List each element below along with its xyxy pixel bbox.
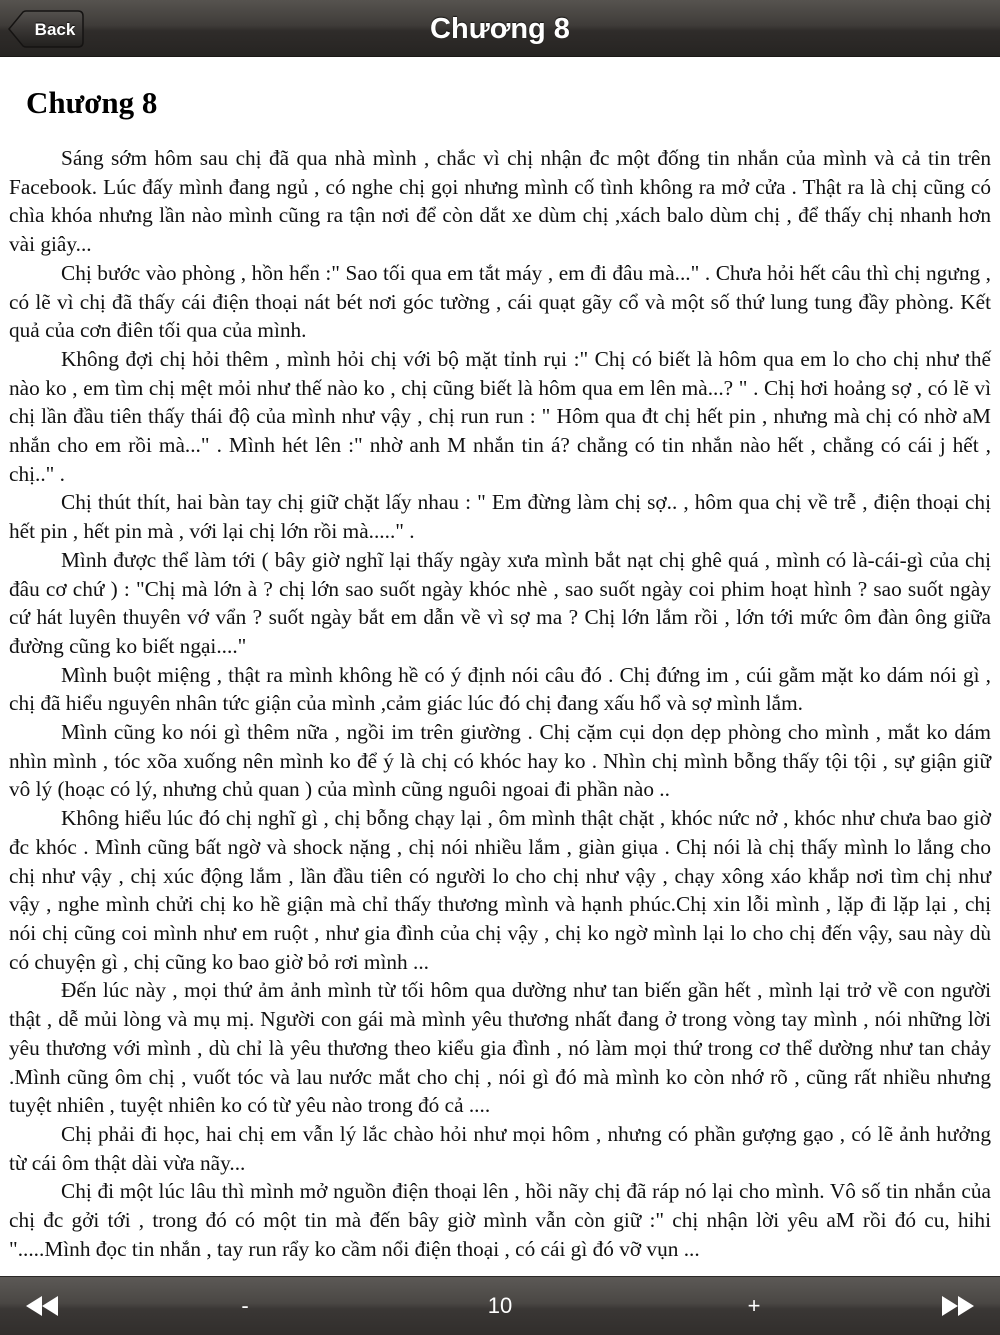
bottom-toolbar (0, 1276, 1000, 1335)
paragraph: Mình cũng ko nói gì thêm nữa , ngồi im trên giường . Chị cặm cụi dọn dẹp phòng cho mình , mắt ko dám nhìn mình , tóc xõa xuống nên mình ko để ý là chị có khóc hay ko . Nhìn chị mình bỗng thấy tội tội , sự giận giữ vô lý (hoạc có lý, nhưng chủ quan ) của mình cũng nguôi ngoai đi phần nào .. (9, 720, 991, 802)
back-button-label: Back (34, 20, 76, 39)
chapter-body (9, 144, 991, 1263)
decrease-font-button[interactable]: - (241, 1293, 249, 1318)
next-chapter-button[interactable] (936, 1277, 980, 1335)
paragraph: Đến lúc này , mọi thứ ảm ảnh mình từ tối hôm qua dường như tan biến gần hết , mình lại trở về con người thật , dễ mủi lòng và mụ mị. Người con gái mà mình yêu thương nhất đang ở trong vòng tay mình , nói những lời yêu thương với mình , dù chỉ là yêu thương theo kiểu gia đình , nó làm mọi thứ trong cơ thể dường như tan chảy .Mình cũng ôm chị , vuốt tóc và lau nước mắt cho chị , nói gì đó mà mình ko còn nhớ rõ , cũng rất nhiều nhưng tuyệt nhiên , tuyệt nhiên ko có từ yêu nào trong đó cả .... (9, 978, 991, 1118)
navigation-bar (0, 0, 1000, 57)
increase-font-button[interactable]: + (747, 1293, 761, 1318)
reader-content[interactable] (0, 57, 1000, 1275)
nav-title: Chương 8 (430, 13, 570, 45)
paragraph: Chị bước vào phòng , hồn hển :" Sao tối qua em tắt máy , em đi đâu mà..." . Chưa hỏi hết câu thì chị ngưng , có lẽ vì chị đã thấy cái điện thoại nát bét nơi góc tường , cái quạt gãy cổ và một số thứ lung tung đầy phòng. Kết quả của cơn điên tối qua của mình. (9, 260, 991, 343)
previous-chapter-button[interactable] (20, 1277, 64, 1335)
paragraph: Chị đi một lúc lâu thì mình mở nguồn điện thoại lên , hồi nãy chị đã ráp nó lại cho mình. Vô số tin nhắn của chị đc gởi tới , trong đó có một tin mà đến bây giờ mình vẫn còn giữ :" chị nhận lời yêu aM rồi đó cu, hihi ".....Mình đọc tin nhắn , tay run rẩy ko cầm nổi điện thoại , có cái gì đó vỡ vụn ... (9, 1179, 991, 1261)
paragraph: Sáng sớm hôm sau chị đã qua nhà mình , chắc vì chị nhận đc một đống tin nhắn của mình và cả tin trên Facebook. Lúc đấy mình đang ngủ , có nghe chị gọi nhưng mình cố tình không ra mở cửa . Thật ra là chị cũng có chìa khóa nhưng lần nào mình cũng ra tận nơi để còn dắt xe dùm chị ,xách balo dùm chị , để thấy chị nhanh hơn vài giây... (9, 146, 991, 257)
page-number: 10 (487, 1293, 513, 1318)
paragraph: Mình buột miệng , thật ra mình không hề có ý định nói câu đó . Chị đứng im , cúi gằm mặt ko dám nói gì , chị đã hiểu nguyên nhân tức giận của mình ,cảm giác lúc đó chị đang xấu hổ và sợ mình lắm. (9, 662, 991, 716)
paragraph: Không hiểu lúc đó chị nghĩ gì , chị bỗng chạy lại , ôm mình thật chặt , khóc nức nở , khóc như chưa bao giờ đc khóc . Mình cũng bất ngờ và shock nặng , chị nói nhiều lắm , giàn giụa . Chị nói là chị thấy mình lo lắng cho chị như vậy , chị xúc động lắm , lần đầu tiên có người lo cho chị như vậy , chạy xông xáo khắp nơi tìm chị như vậy , nghe mình chửi chị ko hề giận mà chỉ thấy thương mình và hạnh phúc.Chị xin lỗi mình , lặp đi lặp lại , chị nói chị cũng coi mình như em ruột , như gia đình của chị vậy , chị ko ngờ mình lại lo cho chị đến vậy, sau này dù có chuyện gì , chị cũng ko bao giờ bỏ rơi mình ... (9, 806, 991, 974)
paragraph: Không đợi chị hỏi thêm , mình hỏi chị với bộ mặt tỉnh rụi :" Chị có biết là hôm qua em lo cho chị như thế nào ko , em tìm chị mệt mỏi như thế nào ko , chị cũng biết là hôm qua em lên mà...? " . Chị hơi hoảng sợ , có lẽ vì chị lần đầu tiên thấy thái độ của mình như vậy , chị run run : " Hôm qua đt chị hết pin , nhưng mà chị có nhờ aM nhắn cho em rồi mà..." . Mình hét lên :" nhờ anh M nhắn tin á? chẳng có tin nhắn nào hết , chẳng có cái j hết , chị.." . (9, 346, 991, 486)
paragraph: Mình được thể làm tới ( bây giờ nghĩ lại thấy ngày xưa mình bắt nạt chị ghê quá , mình có là-cái-gì của chị đâu cơ chứ ) : "Chị mà lớn à ? chị lớn sao suốt ngày khóc nhè , sao suốt ngày coi phim hoạt hình ? sao suốt ngày cứ hát luyên thuyên vớ vẩn ? suốt ngày bắt em dẫn về vì sợ ma ? Chị lớn lắm rồi , lớn tới mức ôm đàn ông giữa đường cũng ko biết ngại...." (9, 547, 991, 658)
rewind-icon (26, 1296, 58, 1316)
chapter-heading: Chương 8 (26, 85, 158, 120)
paragraph: Chị thút thít, hai bàn tay chị giữ chặt lấy nhau : " Em đừng làm chị sợ.. , hôm qua chị về trễ , điện thoại chị hết pin , hết pin mà , với lại chị lớn rồi mà....." . (9, 490, 991, 544)
fast-forward-icon (942, 1296, 974, 1316)
paragraph: Chị phải đi học, hai chị em vẫn lý lắc chào hỏi như mọi hôm , nhưng có phần gượng gạo , có lẽ ảnh hưởng từ cái ôm thật dài vừa nãy... (9, 1121, 991, 1175)
